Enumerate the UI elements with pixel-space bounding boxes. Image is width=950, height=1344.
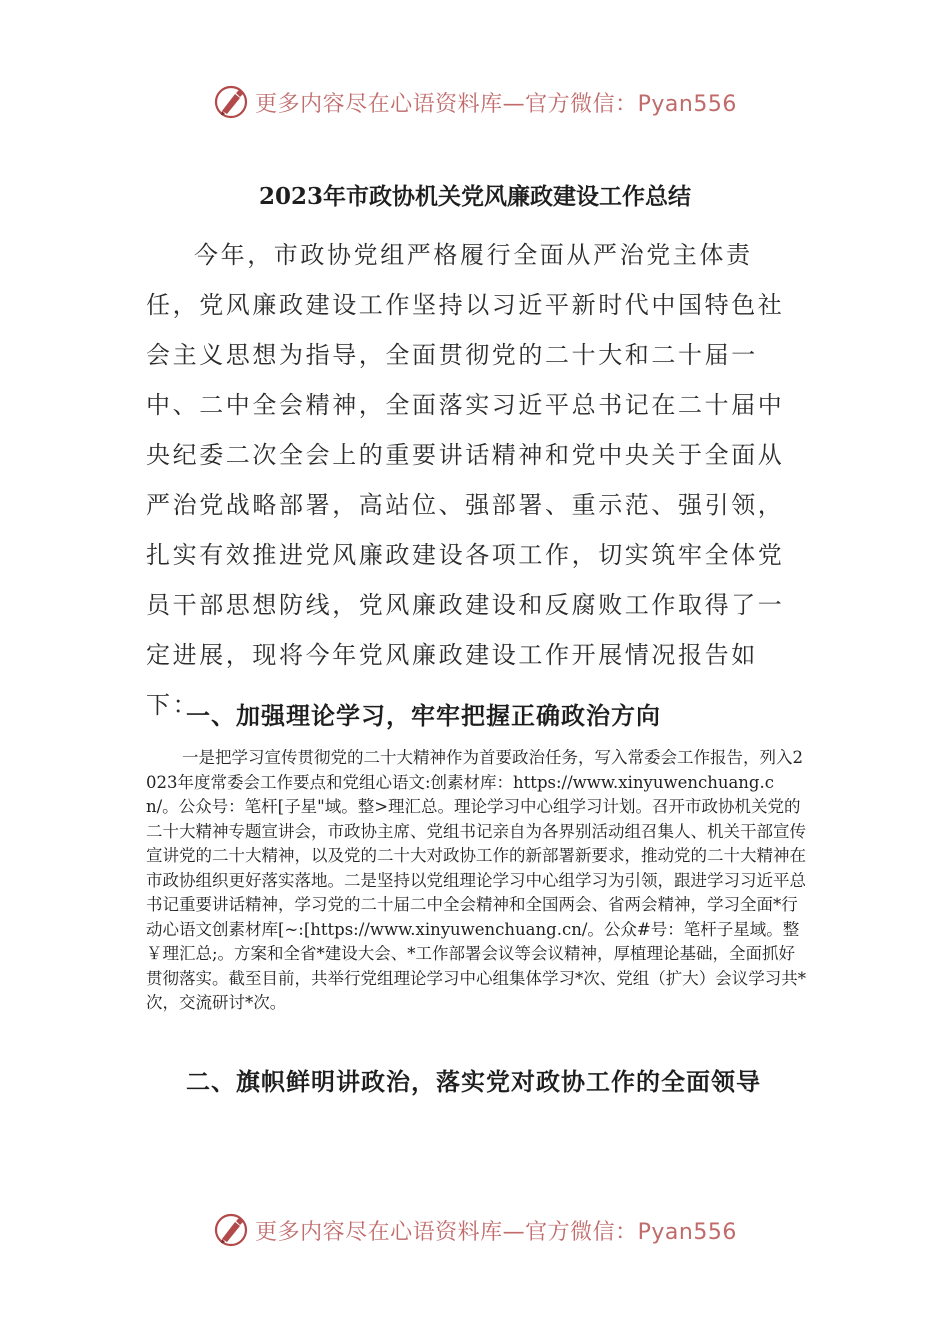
header-watermark-banner xyxy=(0,80,950,124)
section-1-heading: 一、加强理论学习，牢牢把握正确政治方向 xyxy=(186,701,661,730)
intro-paragraph: 今年，市政协党组严格履行全面从严治党主体责任，党风廉政建设工作坚持以习近平新时代中国特色社会主义思想为指导，全面贯彻党的二十大和二十届一中、二中全会精神，全面落实习近平总书记在二十届中央纪委二次全会上的重要讲话精神和党中央关于全面从严治党战略部署，高站位、强部署、重示范、强引领，扎实有效推进党风廉政建设各项工作，切实筑牢全体党员干部思想防线，党风廉政建设和反腐败工作取得了一定进展，现将今年党风廉政建设工作开展情况报告如下： xyxy=(146,241,785,719)
watermark-text: 更多内容尽在心语资料库—官方微信：Pyan556 xyxy=(255,1219,737,1245)
document-title: 2023年市政协机关党风廉政建设工作总结 xyxy=(258,183,691,210)
pen-logo-icon xyxy=(213,1212,249,1248)
pen-logo-icon xyxy=(213,84,249,120)
section-1-body: 一是把学习宣传贯彻党的二十大精神作为首要政治任务，写入常委会工作报告，列入2023年度常委会工作要点和党组心语文:创素材库：https://www.xinyuwenchuang.cn/。公众号：笔杆[子星"域。整>理汇总。理论学习中心组学习计划。召开市政协机关党的二十大精神专题宣讲会，市政协主席、党组书记亲自为各界别活动组召集人、机关干部宣传宣讲党的二十大精神，以及党的二十大对政协工作的新部署新要求，推动党的二十大精神在市政协组织更好落实落地。二是坚持以党组理论学习中心组学习为引领，跟进学习习近平总书记重要讲话精神，学习党的二十届二中全会精神和全国两会、省两会精神，学习全面*行动心语文创素材库[~:[https://www.xinyuwenchuang.cn/。公众#号：笔杆子星域。整￥理汇总;。方案和全省*建设大会、*工作部署会议等会议精神，厚植理论基础，全面抓好贯彻落实。截至目前，共举行党组理论学习中心组集体学习*次、党组（扩大）会议学习共*次，交流研讨*次。 xyxy=(146,748,806,1012)
footer-watermark-banner xyxy=(0,1208,950,1252)
watermark-text: 更多内容尽在心语资料库—官方微信：Pyan556 xyxy=(255,91,737,117)
section-2-heading: 二、旗帜鲜明讲政治，落实党对政协工作的全面领导 xyxy=(186,1067,761,1096)
